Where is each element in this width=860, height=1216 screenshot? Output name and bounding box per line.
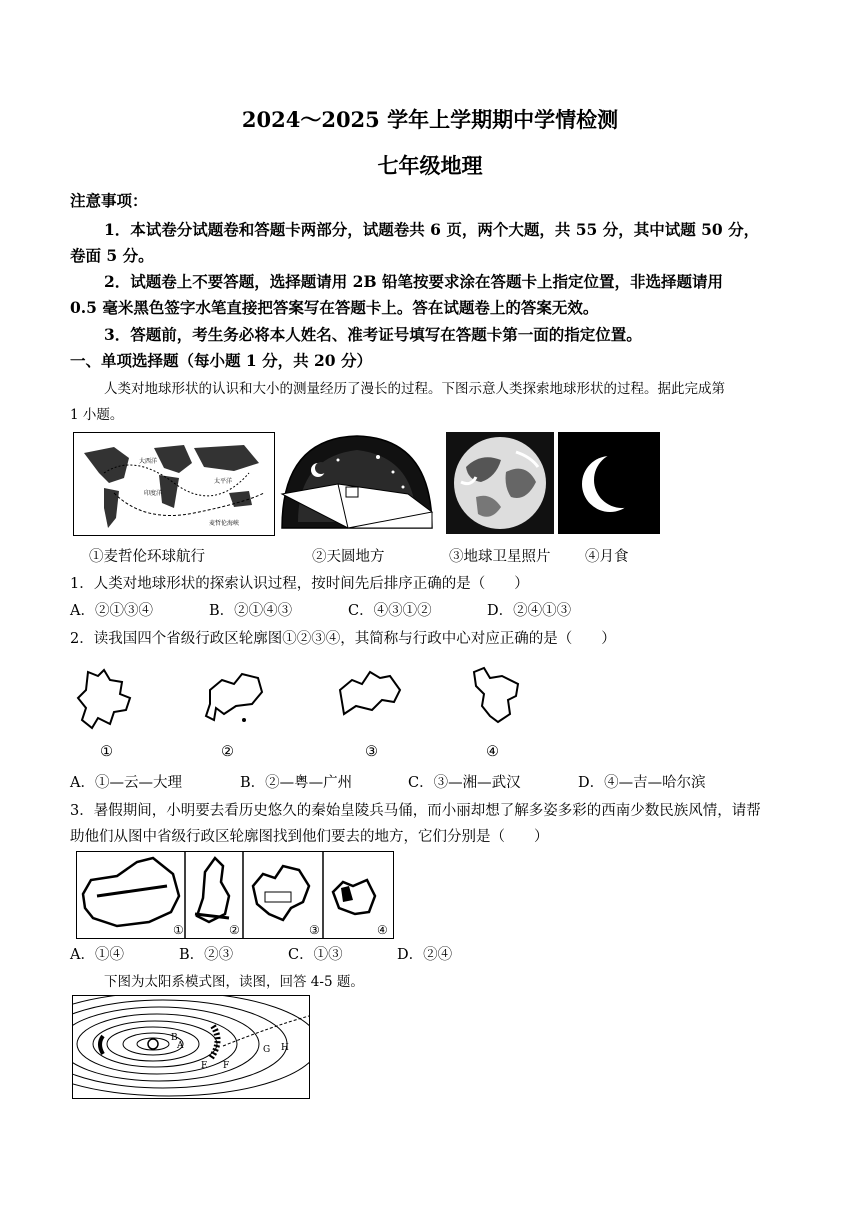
notice-heading: 注意事项： (70, 191, 148, 210)
q3-panel-label-2: ② (229, 923, 240, 937)
q2-option-d[interactable]: D．④—吉—哈尔滨 (578, 775, 706, 791)
notice-item-1-cont: 卷面 5 分。 (70, 246, 154, 265)
exam-subtitle: 七年级地理 (377, 153, 483, 178)
hubei-outline (336, 668, 406, 724)
section-heading: 一、单项选择题（每小题 1 分，共 20 分） (70, 351, 372, 370)
q1-stem: 1．人类对地球形状的探索认识过程，按时间先后排序正确的是（ ） (70, 576, 529, 592)
orbit-label-f: F (223, 1061, 230, 1071)
orbit-label-a: A (177, 1041, 184, 1051)
notice-item-1: 1．本试卷分试题卷和答题卡两部分，试题卷共 6 页，两个大题，共 55 分，其中试题 50 分， (104, 220, 760, 239)
orbit-label-g: G (263, 1045, 271, 1055)
caption-magellan: ①麦哲伦环球航行 (89, 549, 205, 565)
orbit-label-b: B (171, 1033, 178, 1043)
q1-option-d[interactable]: D．②④①③ (487, 603, 572, 619)
q3-panel-label-4: ④ (377, 923, 388, 937)
q1-option-a[interactable]: A．②①③④ (70, 603, 153, 619)
notice-item-2: 2．试题卷上不要答题，选择题请用 2B 铅笔按要求涂在答题卡上指定位置，非选择题请用 (104, 272, 723, 291)
caption-eclipse: ④月食 (585, 549, 629, 565)
q3-panel-label-1: ① (173, 923, 184, 937)
earth-satellite-photo (446, 432, 554, 534)
q2-option-a[interactable]: A．①—云—大理 (70, 775, 182, 791)
lunar-eclipse-image (558, 432, 660, 534)
q2-label-1: ① (100, 744, 113, 760)
notice-item-3: 3．答题前，考生务必将本人姓名、准考证号填写在答题卡第一面的指定位置。 (104, 325, 642, 344)
caption-round-sky: ②天圆地方 (312, 549, 385, 565)
q2-option-b[interactable]: B．②—粤—广州 (240, 775, 353, 791)
magellan-route-map (73, 432, 275, 536)
province-outline-panels (76, 851, 394, 939)
map-label-atlantic: 大西洋 (139, 458, 158, 465)
q2-label-2: ② (221, 744, 234, 760)
map-label-indian: 印度洋 (144, 490, 163, 497)
q2-label-4: ④ (486, 744, 499, 760)
map-label-pacific: 太平洋 (214, 478, 233, 485)
solar-system-diagram (72, 995, 310, 1099)
section-intro-cont: 1 小题。 (70, 407, 124, 423)
q3-option-c[interactable]: C．①③ (288, 947, 343, 963)
guangdong-outline (200, 670, 268, 726)
q3-option-a[interactable]: A．①④ (70, 947, 124, 963)
q2-option-c[interactable]: C．③—湘—武汉 (408, 775, 521, 791)
exam-title: 2024～2025 学年上学期期中学情检测 (241, 107, 619, 132)
caption-satellite: ③地球卫星照片 (449, 549, 551, 565)
q2-stem: 2．读我国四个省级行政区轮廓图①②③④，其简称与行政中心对应正确的是（ ） (70, 631, 616, 647)
q3-stem: 3．暑假期间，小明要去看历史悠久的秦始皇陵兵马俑，而小丽却想了解多姿多彩的西南少数民族风情，请帮 (70, 803, 761, 819)
q3-panel-label-3: ③ (309, 923, 320, 937)
section-intro: 人类对地球形状的认识和大小的测量经历了漫长的过程。下图示意人类探索地球形状的过程。据此完成第 (104, 381, 725, 397)
heilongjiang-outline (468, 666, 524, 728)
map-label-strait: 麦哲伦海峡 (209, 520, 240, 527)
q1-option-c[interactable]: C．④③①② (348, 603, 432, 619)
round-sky-square-earth-image (278, 432, 436, 534)
q3-stem-cont: 助他们从图中省级行政区轮廓图找到他们要去的地方，它们分别是（ ） (70, 829, 549, 845)
q1-option-b[interactable]: B．②①④③ (209, 603, 293, 619)
notice-item-2-cont: 0.5 毫米黑色签字水笔直接把答案写在答题卡上。答在试题卷上的答案无效。 (70, 298, 599, 317)
q45-intro: 下图为太阳系模式图，读图，回答 4-5 题。 (104, 974, 364, 990)
q2-label-3: ③ (365, 744, 378, 760)
orbit-label-h: H (281, 1043, 289, 1053)
yunnan-outline (74, 668, 142, 736)
orbit-label-e: E (201, 1061, 208, 1071)
q3-option-b[interactable]: B．②③ (179, 947, 234, 963)
q3-option-d[interactable]: D．②④ (397, 947, 453, 963)
